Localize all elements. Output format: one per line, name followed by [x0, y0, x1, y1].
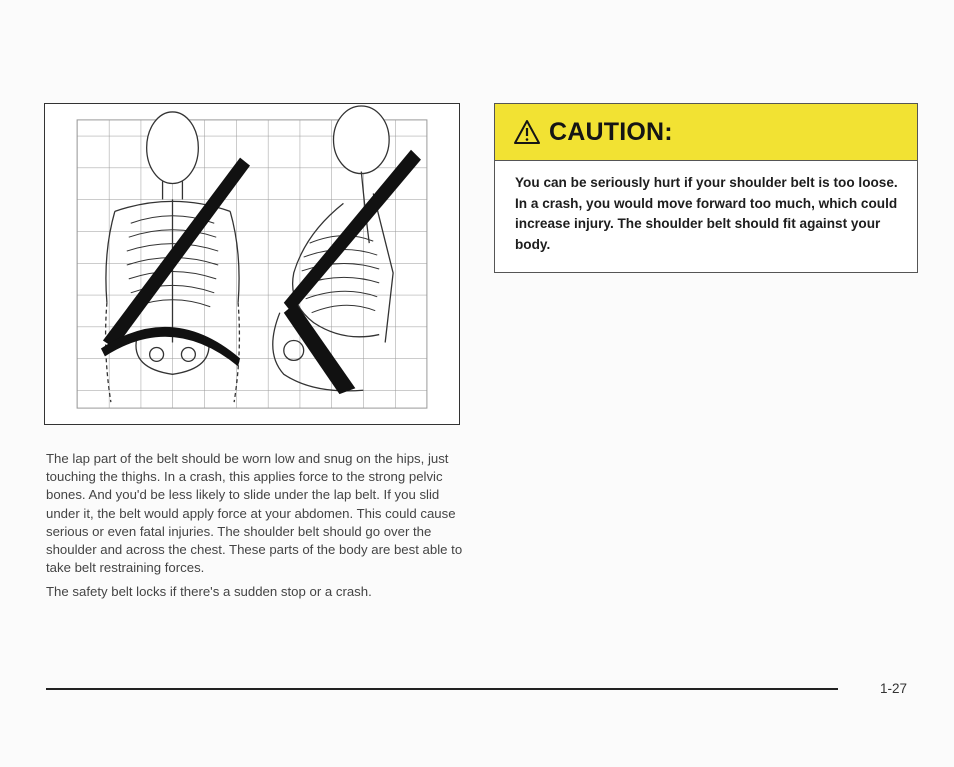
- caution-text: You can be seriously hurt if your shoulder belt is too loose. In a crash, you would move forward too much, which could increase injury. The shoulder belt should fit against your body.: [515, 175, 898, 252]
- page-number: 1-27: [880, 681, 908, 696]
- seatbelt-figure: [44, 103, 460, 425]
- body-paragraph: The lap part of the belt should be worn low and snug on the hips, just touching the thighs. In a crash, this applies force to the strong pelvic bones. And you'd be less likely to slide under the lap belt. If you slid under it, the belt would apply force at your abdomen. This could cause serious or even fatal injuries. The shoulder belt should go over the shoulder and across the chest. These parts of the body are best able to take belt restraining forces.: [46, 451, 463, 576]
- caution-header: [495, 104, 917, 161]
- warning-triangle-icon: [513, 119, 541, 145]
- caution-box: [494, 103, 918, 273]
- body-paragraph: The safety belt locks if there's a sudden stop or a crash.: [46, 584, 372, 600]
- caution-title: CAUTION:: [549, 117, 673, 146]
- skeleton-seatbelt-illustration: [45, 104, 459, 424]
- body-text: [46, 450, 466, 608]
- footer-rule: [46, 688, 838, 690]
